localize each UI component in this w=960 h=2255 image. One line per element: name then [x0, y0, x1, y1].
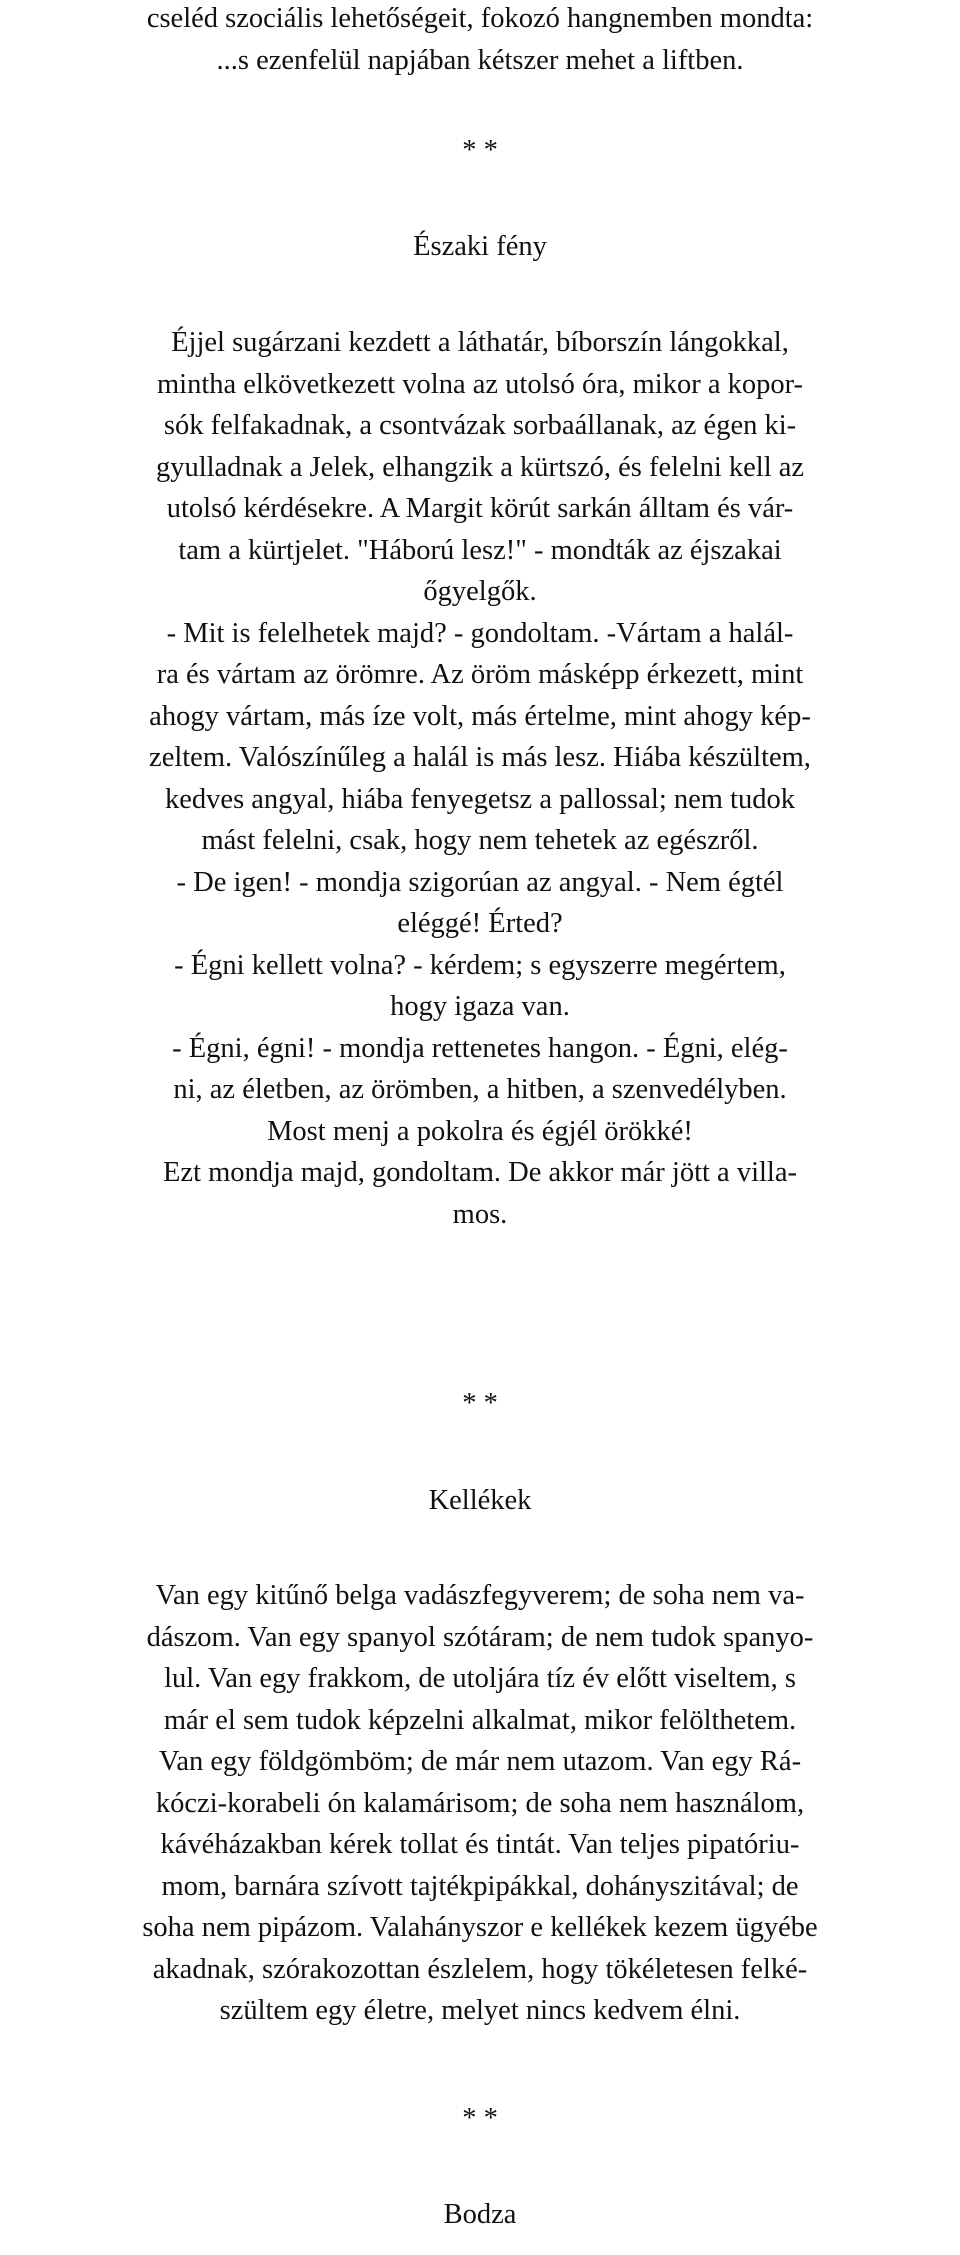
text-line: ahogy vártam, más íze volt, más értelme, mint ahogy kép- [149, 700, 811, 732]
text-line: mást felelni, csak, hogy nem tehetek az egészről. [201, 825, 759, 856]
text-line: ni, az életben, az örömben, a hitben, a szenvedélyben. [173, 1074, 787, 1105]
text-line: gyulladnak a Jelek, elhangzik a kürtszó, és felelni kell az [155, 451, 805, 483]
text-line: akadnak, szórakozottan észlelem, hogy tökéletesen felké- [152, 1953, 808, 1985]
text-line: lul. Van egy frakkom, de utoljára tíz év előtt viseltem, s [164, 1663, 796, 1694]
section-separator [0, 130, 960, 172]
section-title [0, 226, 960, 268]
text-line: mintha elkövetkezett volna az utolsó óra, mikor a kopor- [156, 368, 804, 400]
separator-text: * * [462, 2103, 498, 2134]
text-line: ...s ezenfelül napjában kétszer mehet a liftben. [216, 44, 744, 76]
text-line: sók felfakadnak, a csontvázak sorbaállanak, az égen ki- [163, 410, 797, 441]
text-line: soha nem pipázom. Valahányszor e kellékek kezem ügyébe [142, 1912, 818, 1943]
section-separator [0, 2098, 960, 2140]
text-line: Éjjel sugárzani kezdett a láthatár, bíborszín lángokkal, [171, 327, 789, 358]
section-body [0, 1575, 960, 2032]
text-line: kedves angyal, hiába fenyegetsz a pallossal; nem tudok [165, 783, 795, 815]
text-line: utolsó kérdésekre. A Margit körút sarkán álltam és vár- [166, 493, 794, 524]
section-body [0, 322, 960, 1235]
text-line: - Mit is felelhetek majd? - gondoltam. -Vártam a halál- [166, 617, 794, 649]
separator-text: * * [462, 135, 498, 166]
text-line: ra és vártam az örömre. Az öröm másképp érkezett, mint [156, 659, 804, 690]
section-title [0, 1480, 960, 1522]
text-line: Van egy földgömböm; de már nem utazom. Van egy Rá- [158, 1746, 802, 1777]
text-line: dászom. Van egy spanyol szótáram; de nem tudok spanyo- [146, 1621, 814, 1653]
text-line: - Égni, égni! - mondja rettenetes hangon. - Égni, elég- [172, 1032, 788, 1064]
separator-text: * * [462, 1388, 498, 1419]
text-line: eléggé! Érted? [397, 908, 563, 939]
text-line: őgyelgők. [423, 576, 537, 607]
section-title-text: Kellékek [428, 1485, 532, 1516]
text-line: Van egy kitűnő belga vadászfegyverem; de soha nem va- [155, 1580, 805, 1611]
section-title [0, 2194, 960, 2236]
text-line: tam a kürtjelet. "Háború lesz!" - mondták az éjszakai [178, 534, 782, 566]
intro-paragraph [0, 0, 960, 81]
section-title-text: Bodza [443, 2199, 517, 2230]
text-line: szültem egy életre, melyet nincs kedvem élni. [219, 1995, 741, 2026]
text-line: - De igen! - mondja szigorúan az angyal. - Nem égtél [176, 866, 784, 898]
text-line: mom, barnára szívott tajtékpipákkal, dohányszitával; de [161, 1870, 799, 1902]
text-line: kávéházakban kérek tollat és tintát. Van teljes pipatóriu- [160, 1829, 800, 1860]
text-line: mos. [452, 1198, 508, 1230]
text-line: cseléd szociális lehetőségeit, fokozó hangnemben mondta: [146, 3, 814, 34]
section-title-text: Északi fény [413, 231, 547, 262]
text-line: Ezt mondja majd, gondoltam. De akkor már jött a villa- [163, 1157, 797, 1188]
text-line: Most menj a pokolra és égjél örökké! [267, 1115, 693, 1147]
text-line: zeltem. Valószínűleg a halál is más lesz. Hiába készültem, [149, 742, 811, 773]
text-line: - Égni kellett volna? - kérdem; s egyszerre megértem, [174, 949, 786, 981]
text-line: kóczi-korabeli ón kalamárisom; de soha nem használom, [155, 1787, 805, 1819]
text-line: már el sem tudok képzelni alkalmat, mikor felölthetem. [163, 1704, 797, 1736]
text-line: hogy igaza van. [390, 991, 570, 1022]
section-separator [0, 1383, 960, 1425]
